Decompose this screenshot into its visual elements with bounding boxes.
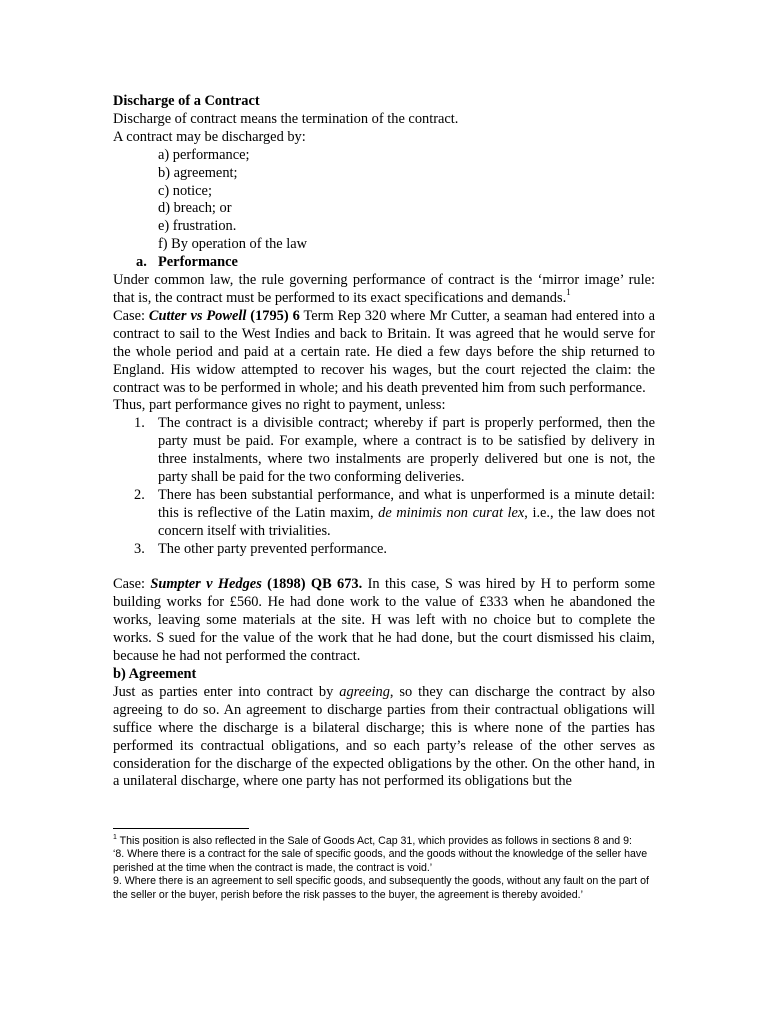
document-title: Discharge of a Contract	[113, 93, 260, 109]
blank-line	[113, 559, 655, 577]
list-number: 3.	[134, 540, 145, 557]
footnote-reference[interactable]: 1	[566, 287, 571, 298]
case-text: In this case, S was hired by H to perform some building works for £560. He had done work to the value of £333 when he abandoned the works, leaving some materials at the site. H was left with no choice but to complete the works. S sued for the value of the work that he had done, but the court dismissed his claim, because he had not performed the contract.	[113, 576, 655, 665]
footnotes	[113, 835, 655, 902]
list-item: d) breach; or	[158, 200, 232, 217]
list-number: 1.	[134, 415, 145, 432]
intro-list-lead: A contract may be discharged by:	[113, 128, 306, 145]
text-segment: Just as parties enter into contract by	[113, 683, 340, 700]
list-number: 2.	[134, 486, 145, 503]
text-segment: , so they can discharge the contract by also agreeing to do so. An agreement to discharge parties from their contractual obligations will suffice where the discharge is a bilateral discharge; this is where none of the parties has performed its contractual obligations, and so each party’s release of the other serves as consideration for the discharge of the expected obligations by the other. On the other hand, in a unilateral discharge, where one party has not performed its obligations but the	[113, 683, 655, 790]
footnote-quote-9: 9. Where there is an agreement to sell specific goods, and subsequently the goods, without any fault on the part of the seller or the buyer, perish before the risk passes to the buyer, the agreement is thereby avoided.’	[113, 875, 649, 901]
list-item: c) notice;	[158, 182, 212, 199]
part-performance-lead: Thus, part performance gives no right to payment, unless:	[113, 397, 446, 414]
list-item: e) frustration.	[158, 218, 237, 235]
case-text: Term Rep 320 where Mr Cutter, a seaman had entered into a contract to sail to the West Indies and back to Britain. It was agreed that he would serve for the whole period and paid at a certain rate. He died a few days before the ship returned to England. His widow attempted to recover his wages, but the court rejected the claim: the contract was to be performed in whole; and his death prevented him from such performance.	[113, 307, 655, 396]
case-cutter-powell	[113, 308, 655, 398]
paragraph-text: Under common law, the rule governing performance of contract is the ‘mirror image’ rule: that is, the contract must be performed to its exact specifications and demands.	[113, 272, 655, 306]
list-item: a) performance;	[158, 146, 250, 163]
discharge-methods-list	[113, 147, 655, 254]
list-item-text	[158, 487, 655, 541]
list-item	[113, 541, 655, 559]
mirror-image-paragraph	[113, 272, 655, 308]
text-segment: There has been substantial performance, and what is unperformed is a minute detail: this is reflective of the Latin maxim,	[158, 486, 655, 521]
section-heading-performance	[136, 254, 655, 272]
section-marker: a.	[136, 254, 147, 271]
case-prefix: Case:	[113, 576, 151, 593]
list-item: b) agreement;	[158, 164, 238, 181]
footnote-text: This position is also reflected in the Sale of Goods Act, Cap 31, which provides as follows in sections 8 and 9:	[116, 835, 632, 847]
section-heading-text: Performance	[158, 254, 238, 271]
footnote-mark: 1	[113, 834, 117, 842]
case-citation: (1898) QB 673.	[261, 576, 363, 593]
section-heading-agreement: b) Agreement	[113, 665, 197, 682]
footnote-1	[113, 835, 655, 848]
footnote-quote-8: ‘8. Where there is a contract for the sale of specific goods, and the goods without the knowledge of the seller have perished at the time when the contract is made, the contract is void.’	[113, 848, 648, 874]
case-sumpter-hedges	[113, 576, 655, 666]
exceptions-list	[113, 415, 655, 558]
case-name: Sumpter v Hedges	[150, 576, 262, 593]
footnote-separator	[113, 828, 249, 829]
list-item	[113, 487, 655, 541]
case-citation: (1795) 6	[246, 307, 300, 324]
list-item-text: The other party prevented performance.	[158, 540, 387, 557]
text-segment: , i.e., the law does not concern itself with trivialities.	[158, 504, 655, 539]
list-item	[113, 415, 655, 487]
case-name: Cutter vs Powell	[148, 307, 247, 324]
agreement-paragraph	[113, 684, 655, 791]
document-body	[113, 93, 655, 791]
intro-definition: Discharge of contract means the termination of the contract.	[113, 110, 459, 127]
latin-maxim: de minimis non curat lex	[378, 504, 525, 521]
list-item: f) By operation of the law	[158, 236, 308, 253]
case-prefix: Case:	[113, 307, 149, 324]
list-item-text: The contract is a divisible contract; whereby if part is properly performed, then the party must be paid. For example, where a contract is to be satisfied by delivery in three instalments, where two instalments are properly delivered but one is not, the party shall be paid for the two conforming deliveries.	[158, 415, 655, 486]
emphasis: agreeing	[339, 683, 390, 700]
